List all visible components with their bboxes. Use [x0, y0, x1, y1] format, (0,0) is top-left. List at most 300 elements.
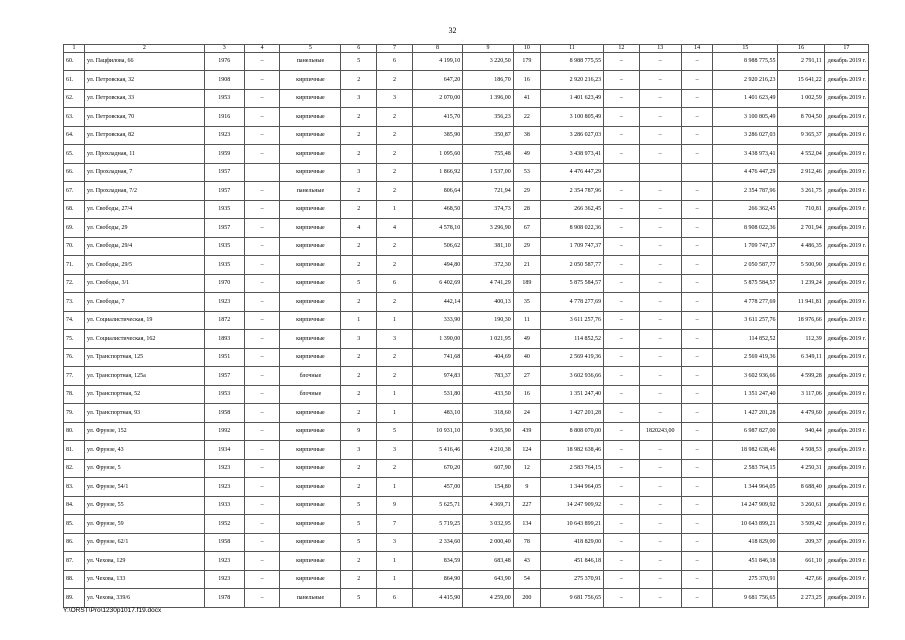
- column-header-8: 8: [412, 45, 462, 53]
- cell-fund-cost: 5 875 584,57: [713, 274, 778, 293]
- cell-total-area: 468,50: [412, 200, 462, 219]
- cell-total-cost: 8 808 070,00: [541, 422, 604, 441]
- cell-living-area: 3 296,90: [463, 219, 513, 238]
- cell-col-14: –: [681, 52, 713, 71]
- cell-row-number: 79.: [64, 404, 85, 423]
- cell-col-14: –: [681, 496, 713, 515]
- cell-entrances: 3: [377, 533, 413, 552]
- cell-wall-material: кирпичные: [280, 404, 341, 423]
- cell-col-12: –: [604, 108, 640, 127]
- cell-col-14: –: [681, 108, 713, 127]
- cell-fund-cost: 14 247 909,92: [713, 496, 778, 515]
- cell-living-area: 1 021,95: [463, 330, 513, 349]
- cell-row-number: 64.: [64, 126, 85, 145]
- cell-floors: 2: [341, 367, 377, 386]
- cell-col-13: –: [639, 552, 681, 571]
- cell-col-13: –: [639, 441, 681, 460]
- cell-cost-per-sqm: 209,37: [778, 533, 824, 552]
- cell-residents: 28: [513, 200, 540, 219]
- cell-entrances: 1: [377, 200, 413, 219]
- cell-build-year: 1923: [204, 126, 244, 145]
- cell-address: ул. Петровская, 70: [85, 108, 205, 127]
- cell-deadline: декабрь 2019 г.: [824, 163, 868, 182]
- footer-file-path: Y:\ORST\Pro\1230p1017.f19.docx: [63, 607, 162, 614]
- cell-col-4: –: [244, 52, 280, 71]
- cell-col-12: –: [604, 71, 640, 90]
- cell-total-cost: 275 370,91: [541, 570, 604, 589]
- cell-living-area: 4 741,29: [463, 274, 513, 293]
- column-header-11: 11: [541, 45, 604, 53]
- cell-fund-cost: 451 846,18: [713, 552, 778, 571]
- cell-cost-per-sqm: 3 260,61: [778, 496, 824, 515]
- cell-fund-cost: 8 988 775,55: [713, 52, 778, 71]
- cell-residents: 16: [513, 385, 540, 404]
- table-row: [64, 478, 869, 497]
- column-header-1: 1: [64, 45, 85, 53]
- cell-wall-material: кирпичные: [280, 441, 341, 460]
- cell-address: ул. Чехова, 339/6: [85, 589, 205, 608]
- cell-fund-cost: 3 286 027,03: [713, 126, 778, 145]
- cell-row-number: 85.: [64, 515, 85, 534]
- column-header-2: 2: [85, 45, 205, 53]
- column-header-13: 13: [639, 45, 681, 53]
- cell-address: ул. Фрунзе, 59: [85, 515, 205, 534]
- cell-row-number: 82.: [64, 459, 85, 478]
- cell-col-12: –: [604, 311, 640, 330]
- cell-entrances: 2: [377, 108, 413, 127]
- cell-wall-material: кирпичные: [280, 237, 341, 256]
- cell-fund-cost: 3 611 257,76: [713, 311, 778, 330]
- cell-col-4: –: [244, 89, 280, 108]
- cell-residents: 40: [513, 348, 540, 367]
- cell-address: ул. Прохладная, 7: [85, 163, 205, 182]
- cell-wall-material: кирпичные: [280, 108, 341, 127]
- cell-col-13: [639, 163, 681, 182]
- cell-wall-material: кирпичные: [280, 256, 341, 275]
- cell-col-14: –: [681, 145, 713, 164]
- cell-cost-per-sqm: 710,81: [778, 200, 824, 219]
- cell-floors: 2: [341, 71, 377, 90]
- cell-entrances: 7: [377, 515, 413, 534]
- cell-total-cost: 8 908 022,36: [541, 219, 604, 238]
- cell-col-14: –: [681, 219, 713, 238]
- cell-col-4: –: [244, 274, 280, 293]
- cell-cost-per-sqm: 2 791,11: [778, 52, 824, 71]
- cell-deadline: декабрь 2019 г.: [824, 145, 868, 164]
- cell-wall-material: кирпичные: [280, 311, 341, 330]
- cell-row-number: 81.: [64, 441, 85, 460]
- cell-total-cost: 14 247 909,92: [541, 496, 604, 515]
- cell-entrances: 2: [377, 145, 413, 164]
- cell-col-14: –: [681, 274, 713, 293]
- cell-address: ул. Транспортная, 52: [85, 385, 205, 404]
- cell-living-area: 2 000,40: [463, 533, 513, 552]
- cell-col-12: [604, 163, 640, 182]
- cell-address: ул. Прохладная, 7/2: [85, 182, 205, 201]
- cell-residents: 49: [513, 330, 540, 349]
- cell-total-area: 647,20: [412, 71, 462, 90]
- cell-residents: 22: [513, 108, 540, 127]
- cell-col-13: –: [639, 459, 681, 478]
- cell-total-area: 333,90: [412, 311, 462, 330]
- cell-deadline: декабрь 2019 г.: [824, 200, 868, 219]
- cell-build-year: 1923: [204, 293, 244, 312]
- cell-entrances: 1: [377, 385, 413, 404]
- cell-build-year: 1953: [204, 89, 244, 108]
- cell-deadline: декабрь 2019 г.: [824, 89, 868, 108]
- cell-floors: 5: [341, 589, 377, 608]
- cell-total-area: 483,10: [412, 404, 462, 423]
- cell-living-area: 4 369,71: [463, 496, 513, 515]
- cell-total-area: 506,62: [412, 237, 462, 256]
- cell-total-cost: 4 778 277,69: [541, 293, 604, 312]
- cell-residents: 16: [513, 71, 540, 90]
- cell-col-4: –: [244, 293, 280, 312]
- cell-total-area: 494,80: [412, 256, 462, 275]
- cell-cost-per-sqm: 11 941,81: [778, 293, 824, 312]
- cell-deadline: декабрь 2019 г.: [824, 108, 868, 127]
- cell-cost-per-sqm: 2 912,46: [778, 163, 824, 182]
- cell-total-area: 531,80: [412, 385, 462, 404]
- cell-entrances: 6: [377, 274, 413, 293]
- cell-col-4: –: [244, 422, 280, 441]
- cell-living-area: 3 220,50: [463, 52, 513, 71]
- cell-living-area: 433,50: [463, 385, 513, 404]
- table-body: [64, 52, 869, 607]
- cell-wall-material: кирпичные: [280, 293, 341, 312]
- cell-build-year: 1934: [204, 441, 244, 460]
- cell-cost-per-sqm: 661,10: [778, 552, 824, 571]
- cell-col-4: –: [244, 589, 280, 608]
- cell-total-cost: 266 362,45: [541, 200, 604, 219]
- cell-entrances: 1: [377, 404, 413, 423]
- cell-col-4: –: [244, 367, 280, 386]
- cell-living-area: 400,13: [463, 293, 513, 312]
- cell-cost-per-sqm: 940,44: [778, 422, 824, 441]
- cell-total-cost: 1 351 247,40: [541, 385, 604, 404]
- cell-total-area: 385,90: [412, 126, 462, 145]
- column-header-16: 16: [778, 45, 824, 53]
- cell-col-4: –: [244, 385, 280, 404]
- cell-total-cost: 2 354 787,96: [541, 182, 604, 201]
- cell-col-13: –: [639, 589, 681, 608]
- cell-living-area: 643,90: [463, 570, 513, 589]
- cell-build-year: 1976: [204, 52, 244, 71]
- cell-col-4: –: [244, 515, 280, 534]
- cell-floors: 2: [341, 293, 377, 312]
- cell-entrances: 2: [377, 293, 413, 312]
- cell-col-12: –: [604, 533, 640, 552]
- cell-total-cost: 2 583 764,15: [541, 459, 604, 478]
- table-row: [64, 404, 869, 423]
- cell-address: ул. Фрунзе, 5: [85, 459, 205, 478]
- cell-residents: 67: [513, 219, 540, 238]
- cell-cost-per-sqm: 15 641,22: [778, 71, 824, 90]
- cell-col-12: –: [604, 293, 640, 312]
- cell-cost-per-sqm: 4 599,28: [778, 367, 824, 386]
- cell-col-13: –: [639, 108, 681, 127]
- cell-total-area: 834,59: [412, 552, 462, 571]
- column-header-9: 9: [463, 45, 513, 53]
- cell-col-12: –: [604, 237, 640, 256]
- cell-wall-material: кирпичные: [280, 330, 341, 349]
- cell-fund-cost: 18 982 638,46: [713, 441, 778, 460]
- cell-deadline: декабрь 2019 г.: [824, 404, 868, 423]
- cell-col-12: –: [604, 422, 640, 441]
- cell-entrances: 2: [377, 126, 413, 145]
- cell-col-12: –: [604, 256, 640, 275]
- cell-address: ул. Свободы, 3/1: [85, 274, 205, 293]
- cell-col-13: –: [639, 293, 681, 312]
- cell-col-12: –: [604, 89, 640, 108]
- cell-floors: 3: [341, 441, 377, 460]
- cell-row-number: 78.: [64, 385, 85, 404]
- cell-row-number: 61.: [64, 71, 85, 90]
- cell-row-number: 74.: [64, 311, 85, 330]
- cell-residents: 29: [513, 237, 540, 256]
- table-row: [64, 367, 869, 386]
- cell-row-number: 72.: [64, 274, 85, 293]
- cell-col-14: –: [681, 200, 713, 219]
- cell-floors: 2: [341, 348, 377, 367]
- cell-address: ул. Свободы, 29/4: [85, 237, 205, 256]
- table-row: [64, 71, 869, 90]
- table-row: [64, 515, 869, 534]
- cell-build-year: 1923: [204, 552, 244, 571]
- cell-living-area: 350,87: [463, 126, 513, 145]
- cell-address: ул. Фрунзе, 55: [85, 496, 205, 515]
- cell-build-year: 1970: [204, 274, 244, 293]
- cell-total-cost: 3 602 936,66: [541, 367, 604, 386]
- cell-fund-cost: 1 344 964,05: [713, 478, 778, 497]
- cell-floors: 5: [341, 274, 377, 293]
- cell-entrances: 2: [377, 71, 413, 90]
- cell-total-area: 670,20: [412, 459, 462, 478]
- cell-col-12: –: [604, 200, 640, 219]
- cell-row-number: 75.: [64, 330, 85, 349]
- cell-living-area: 4 259,00: [463, 589, 513, 608]
- cell-wall-material: кирпичные: [280, 515, 341, 534]
- cell-entrances: 1: [377, 478, 413, 497]
- cell-fund-cost: 1 401 623,49: [713, 89, 778, 108]
- cell-col-14: –: [681, 89, 713, 108]
- table-row: [64, 219, 869, 238]
- cell-deadline: декабрь 2019 г.: [824, 515, 868, 534]
- column-header-4: 4: [244, 45, 280, 53]
- column-number-row: [64, 45, 869, 53]
- cell-fund-cost: 2 583 764,15: [713, 459, 778, 478]
- cell-living-area: 607,90: [463, 459, 513, 478]
- cell-entrances: 6: [377, 589, 413, 608]
- cell-residents: 227: [513, 496, 540, 515]
- cell-total-area: 442,14: [412, 293, 462, 312]
- cell-col-13: –: [639, 385, 681, 404]
- cell-address: ул. Транспортная, 125: [85, 348, 205, 367]
- cell-wall-material: кирпичные: [280, 89, 341, 108]
- cell-entrances: 3: [377, 441, 413, 460]
- cell-total-area: 4 578,10: [412, 219, 462, 238]
- cell-deadline: декабрь 2019 г.: [824, 71, 868, 90]
- cell-floors: 1: [341, 311, 377, 330]
- cell-row-number: 86.: [64, 533, 85, 552]
- cell-address: ул. Петровская, 82: [85, 126, 205, 145]
- cell-deadline: декабрь 2019 г.: [824, 256, 868, 275]
- cell-living-area: 1 537,00: [463, 163, 513, 182]
- cell-col-12: –: [604, 515, 640, 534]
- cell-wall-material: кирпичные: [280, 219, 341, 238]
- cell-total-cost: 8 988 775,55: [541, 52, 604, 71]
- cell-living-area: 374,73: [463, 200, 513, 219]
- column-header-10: 10: [513, 45, 540, 53]
- cell-floors: 3: [341, 163, 377, 182]
- column-header-5: 5: [280, 45, 341, 53]
- cell-address: ул. Транспортная, 93: [85, 404, 205, 423]
- cell-col-13: –: [639, 367, 681, 386]
- cell-deadline: декабрь 2019 г.: [824, 441, 868, 460]
- cell-residents: 124: [513, 441, 540, 460]
- cell-living-area: 9 365,90: [463, 422, 513, 441]
- cell-col-13: –: [639, 200, 681, 219]
- table-row: [64, 552, 869, 571]
- cell-total-area: 2 070,00: [412, 89, 462, 108]
- cell-fund-cost: 2 050 587,77: [713, 256, 778, 275]
- cell-col-14: –: [681, 182, 713, 201]
- cell-wall-material: кирпичные: [280, 348, 341, 367]
- cell-deadline: декабрь 2019 г.: [824, 533, 868, 552]
- cell-residents: 29: [513, 182, 540, 201]
- cell-col-4: –: [244, 404, 280, 423]
- cell-col-13: –: [639, 256, 681, 275]
- cell-wall-material: кирпичные: [280, 145, 341, 164]
- cell-col-4: –: [244, 441, 280, 460]
- cell-col-12: –: [604, 496, 640, 515]
- table-row: [64, 311, 869, 330]
- table-row: [64, 237, 869, 256]
- cell-col-14: –: [681, 237, 713, 256]
- cell-deadline: декабрь 2019 г.: [824, 293, 868, 312]
- cell-total-area: 864,90: [412, 570, 462, 589]
- cell-entrances: 9: [377, 496, 413, 515]
- cell-fund-cost: 4 476 447,29: [713, 163, 778, 182]
- cell-col-14: –: [681, 348, 713, 367]
- cell-total-area: 5 416,46: [412, 441, 462, 460]
- cell-floors: 9: [341, 422, 377, 441]
- cell-residents: 27: [513, 367, 540, 386]
- cell-col-12: –: [604, 348, 640, 367]
- cell-col-12: –: [604, 552, 640, 571]
- cell-col-4: –: [244, 459, 280, 478]
- cell-col-13: –: [639, 89, 681, 108]
- cell-floors: 5: [341, 515, 377, 534]
- cell-cost-per-sqm: 427,66: [778, 570, 824, 589]
- cell-col-12: –: [604, 330, 640, 349]
- cell-col-13: –: [639, 52, 681, 71]
- cell-col-4: –: [244, 552, 280, 571]
- cell-address: ул. Петровская, 33: [85, 89, 205, 108]
- cell-total-cost: 1 427 201,28: [541, 404, 604, 423]
- cell-living-area: 721,94: [463, 182, 513, 201]
- cell-row-number: 68.: [64, 200, 85, 219]
- cell-build-year: 1935: [204, 200, 244, 219]
- cell-build-year: 1935: [204, 256, 244, 275]
- cell-cost-per-sqm: 112,39: [778, 330, 824, 349]
- cell-col-13: –: [639, 126, 681, 145]
- cell-total-cost: 4 476 447,29: [541, 163, 604, 182]
- cell-address: ул. Петровская, 32: [85, 71, 205, 90]
- table-row: [64, 293, 869, 312]
- cell-address: ул. Пацфилова, 66: [85, 52, 205, 71]
- cell-col-12: –: [604, 385, 640, 404]
- cell-col-14: –: [681, 385, 713, 404]
- cell-build-year: 1957: [204, 367, 244, 386]
- cell-row-number: 62.: [64, 89, 85, 108]
- cell-wall-material: кирпичные: [280, 422, 341, 441]
- cell-address: ул. Чехова, 129: [85, 552, 205, 571]
- cell-col-14: –: [681, 552, 713, 571]
- page-number: 32: [448, 26, 457, 35]
- cell-deadline: декабрь 2019 г.: [824, 459, 868, 478]
- cell-col-13: –: [639, 404, 681, 423]
- cell-deadline: декабрь 2019 г.: [824, 422, 868, 441]
- cell-col-14: –: [681, 459, 713, 478]
- cell-col-13: –: [639, 496, 681, 515]
- cell-total-area: 5 719,25: [412, 515, 462, 534]
- cell-row-number: 83.: [64, 478, 85, 497]
- table-row: [64, 422, 869, 441]
- column-header-3: 3: [204, 45, 244, 53]
- cell-fund-cost: 9 681 756,65: [713, 589, 778, 608]
- cell-total-area: 4 415,90: [412, 589, 462, 608]
- cell-entrances: 2: [377, 348, 413, 367]
- cell-col-12: –: [604, 459, 640, 478]
- cell-entrances: 1: [377, 311, 413, 330]
- cell-build-year: 1951: [204, 348, 244, 367]
- cell-col-12: –: [604, 589, 640, 608]
- cell-floors: 4: [341, 219, 377, 238]
- cell-address: ул. Свободы, 29/5: [85, 256, 205, 275]
- cell-floors: 5: [341, 496, 377, 515]
- cell-wall-material: панельные: [280, 589, 341, 608]
- cell-fund-cost: 1 427 201,28: [713, 404, 778, 423]
- cell-total-area: 10 931,10: [412, 422, 462, 441]
- cell-total-area: 4 199,10: [412, 52, 462, 71]
- cell-total-cost: 451 846,18: [541, 552, 604, 571]
- cell-total-cost: 18 982 638,46: [541, 441, 604, 460]
- cell-residents: 9: [513, 478, 540, 497]
- table-row: [64, 589, 869, 608]
- cell-floors: 2: [341, 108, 377, 127]
- cell-col-14: [681, 163, 713, 182]
- cell-col-14: –: [681, 126, 713, 145]
- cell-col-4: [244, 163, 280, 182]
- cell-entrances: 1: [377, 552, 413, 571]
- cell-entrances: 2: [377, 256, 413, 275]
- cell-total-area: 741,68: [412, 348, 462, 367]
- cell-total-cost: 3 611 257,76: [541, 311, 604, 330]
- cell-col-14: –: [681, 422, 713, 441]
- table-row: [64, 274, 869, 293]
- cell-row-number: 80.: [64, 422, 85, 441]
- cell-floors: 2: [341, 182, 377, 201]
- cell-deadline: декабрь 2019 г.: [824, 367, 868, 386]
- cell-col-14: –: [681, 256, 713, 275]
- cell-col-12: –: [604, 274, 640, 293]
- cell-total-area: 806,64: [412, 182, 462, 201]
- cell-wall-material: кирпичные: [280, 274, 341, 293]
- cell-row-number: 65.: [64, 145, 85, 164]
- cell-residents: 12: [513, 459, 540, 478]
- cell-total-cost: 1 709 747,37: [541, 237, 604, 256]
